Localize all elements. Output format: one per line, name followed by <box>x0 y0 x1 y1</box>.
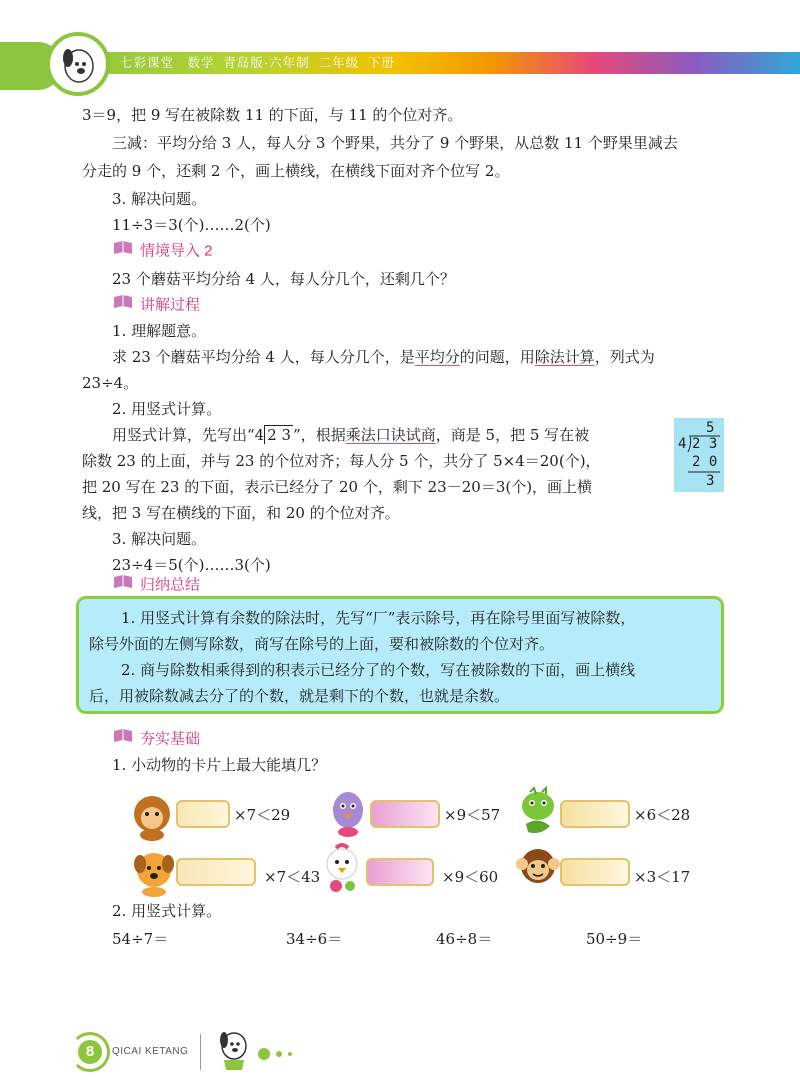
book-icon <box>112 240 134 263</box>
summary-line: 除号外面的左侧写除数，商写在除号的上面，要和被除数的个位对齐。 <box>89 635 555 653</box>
division-quotient: 5 <box>706 420 715 436</box>
header-subject: 数学 <box>187 56 215 70</box>
book-icon <box>112 574 134 597</box>
inequality-expression: ×6＜28 <box>634 806 691 824</box>
division-remainder: 3 <box>706 473 715 489</box>
division-product: 2 0 <box>692 454 718 470</box>
summary-line: 后，用被除数减去分了的个数，就是剩下的个数，也就是余数。 <box>89 687 510 705</box>
header-edition: 青岛版 <box>223 56 264 70</box>
header-grade: 二年级 <box>318 56 360 70</box>
division-dividend: 2 3 <box>692 436 718 452</box>
calc-problem: 50÷9＝ <box>586 930 643 948</box>
question-1: 1. 小动物的卡片上最大能填几？ <box>112 756 327 774</box>
page-number: 8 <box>78 1040 102 1064</box>
header-title: 七彩课堂 数学 青岛版·六年制 二年级 下册 <box>120 56 396 70</box>
underlined-term: 除法计算 <box>534 348 595 366</box>
text-line: 3＝9，把 9 写在被除数 11 的下面，与 11 的个位对齐。 <box>82 106 463 124</box>
inequality-expression: ×9＜57 <box>444 806 501 824</box>
dog-mascot-logo-icon <box>46 32 110 96</box>
book-icon <box>112 294 134 317</box>
answer-blank[interactable] <box>370 800 440 828</box>
text-line: 3. 解决问题。 <box>112 190 207 208</box>
footer-divider <box>200 1034 201 1070</box>
inequality-expression: ×7＜43 <box>264 868 321 886</box>
inequality-expression: ×7＜29 <box>234 806 291 824</box>
text-line: 23÷4＝5(个)……3(个) <box>112 556 271 574</box>
book-icon <box>112 728 134 751</box>
inequality-expression: ×9＜60 <box>442 868 499 886</box>
summary-box <box>76 596 724 714</box>
footer-dot <box>258 1048 270 1060</box>
text-line: 分走的 9 个，还剩 2 个，画上横线，在横线下面对齐个位写 2。 <box>82 162 510 180</box>
answer-blank[interactable] <box>560 858 630 886</box>
footer-brand: QICAI KETANG <box>112 1046 189 1057</box>
text-line: 3. 解决问题。 <box>112 530 207 548</box>
long-division-figure <box>674 418 724 492</box>
text-line: 2. 用竖式计算。 <box>112 400 222 418</box>
text-line: 23 个蘑菇平均分给 4 人，每人分几个，还剩几个？ <box>112 270 455 288</box>
header-system: 六年制 <box>269 56 310 70</box>
inequality-expression: ×3＜17 <box>634 868 691 886</box>
section-heading-summary: 归纳总结 <box>112 574 200 596</box>
answer-blank[interactable] <box>176 800 230 828</box>
calc-problem: 54÷7＝ <box>112 930 169 948</box>
text-line: 除数 23 的上面，并与 23 的个位对齐；每人分 5 个，共分了 5×4＝20(个)， <box>82 452 601 470</box>
text-line: 求 23 个蘑菇平均分给 4 人，每人分几个，是平均分的问题，用除法计算，列式为 <box>112 348 655 366</box>
summary-line: 2. 商与除数相乘得到的积表示已经分了的个数，写在被除数的下面，画上横线 <box>121 661 636 679</box>
header-volume: 下册 <box>368 56 396 70</box>
division-sign-symbol: 厂 <box>372 609 388 627</box>
text-line: 23÷4。 <box>82 374 139 392</box>
text-line: 把 20 写在 23 的下面，表示已经分了 20 个，剩下 23－20＝3(个)，画上横 <box>82 478 593 496</box>
footer-dot <box>288 1052 292 1056</box>
underlined-term: 平均分 <box>414 348 460 366</box>
division-divisor: 4 <box>678 436 687 452</box>
footer-dot <box>276 1051 282 1057</box>
calc-problem: 46÷8＝ <box>436 930 493 948</box>
text-line: 三减：平均分给 3 人，每人分 3 个野果，共分了 9 个野果，从总数 11 个野果里减去 <box>112 134 678 152</box>
text-line: 线，把 3 写在横线的下面，和 20 的个位对齐。 <box>82 504 400 522</box>
question-2: 2. 用竖式计算。 <box>112 902 222 920</box>
dog-mascot-footer-icon <box>208 1028 258 1072</box>
answer-blank[interactable] <box>366 858 434 886</box>
calc-problem: 34÷6＝ <box>286 930 343 948</box>
inline-division-sign: 2 3 <box>264 425 293 444</box>
section-heading-scenario: 情境导入 2 <box>112 240 213 262</box>
text-line: 1. 理解题意。 <box>112 322 207 340</box>
underlined-term: 乘法口诀试商 <box>345 426 436 444</box>
section-heading-explanation: 讲解过程 <box>112 294 200 316</box>
text-line: 用竖式计算，先写出“4 2 3 ”，根据乘法口诀试商，商是 5，把 5 写在被 <box>112 426 590 444</box>
section-heading-practice: 夯实基础 <box>112 728 200 750</box>
answer-blank[interactable] <box>176 858 256 886</box>
text-line: 11÷3＝3(个)……2(个) <box>112 216 271 234</box>
header-series: 七彩课堂 <box>120 56 175 70</box>
summary-line: 1. 用竖式计算有余数的除法时，先写“厂”表示除号，再在除号里面写被除数， <box>121 609 636 627</box>
answer-blank[interactable] <box>560 800 630 828</box>
